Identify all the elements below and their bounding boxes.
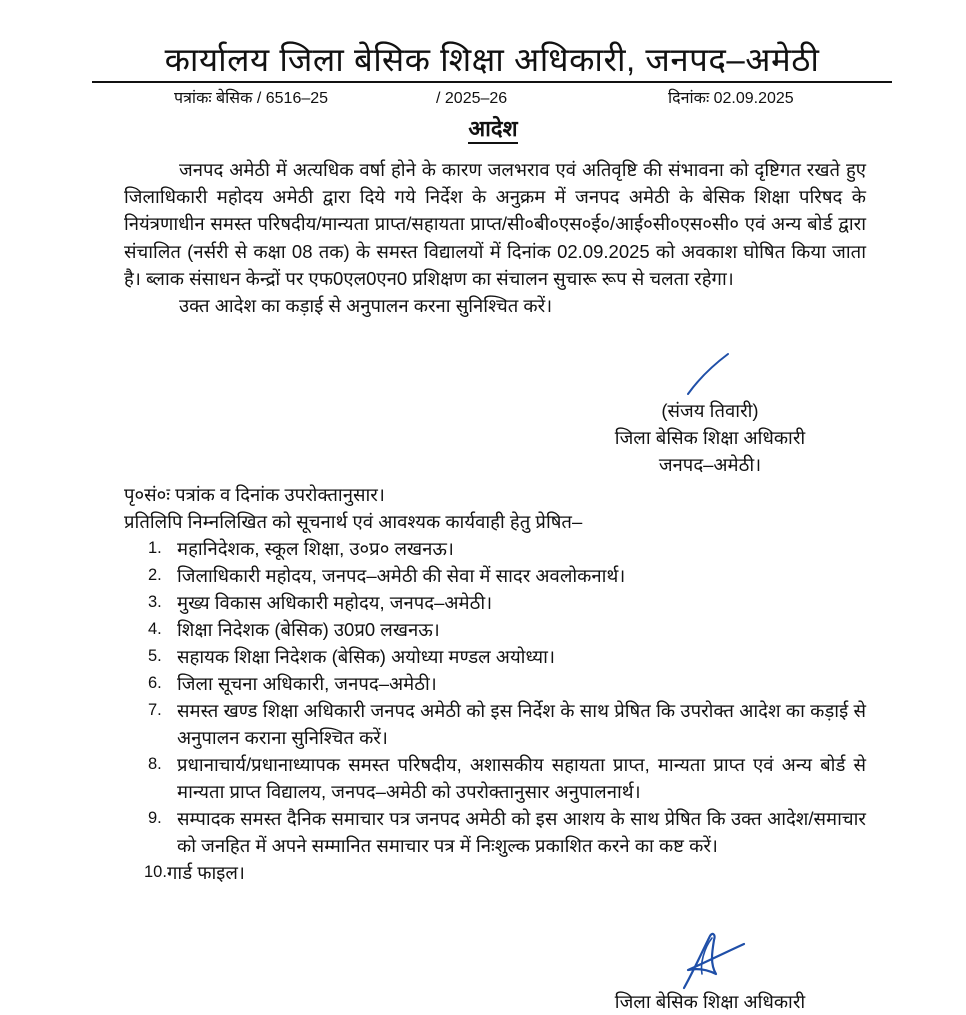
signatory-block xyxy=(580,397,840,478)
recipient-number: 6. xyxy=(148,674,162,692)
recipient-text: समस्त खण्ड शिक्षा अधिकारी जनपद अमेठी को इस निर्देश के साथ प्रेषित कि उपरोक्त आदेश का कड़ाई से अनुपालन कराना सुनिश्चित करें। xyxy=(177,700,866,748)
order-paragraph-2: उक्त आदेश का कड़ाई से अनुपालन करना सुनिश्चित करें। xyxy=(179,295,553,317)
signature-initials-icon xyxy=(672,930,752,992)
header-divider xyxy=(92,81,892,83)
copy-intro: प्रतिलिपि निम्नलिखित को सूचनार्थ एवं आवश्यक कार्यवाही हेतु प्रेषित– xyxy=(124,511,583,532)
recipient-item xyxy=(124,562,866,589)
recipient-text: मुख्य विकास अधिकारी महोदय, जनपद–अमेठी। xyxy=(177,592,493,613)
recipient-number: 1. xyxy=(148,539,162,557)
recipient-text: जिलाधिकारी महोदय, जनपद–अमेठी की सेवा में सादर अवलोकनार्थ। xyxy=(177,565,626,586)
recipient-number: 10. xyxy=(144,863,167,881)
recipient-item xyxy=(124,616,866,643)
recipient-number: 7. xyxy=(148,701,162,719)
recipient-list xyxy=(124,535,866,886)
footer-signatory-designation: जिला बेसिक शिक्षा अधिकारी xyxy=(614,991,806,1012)
session-year: / 2025–26 xyxy=(436,90,508,107)
office-title: कार्यालय जिला बेसिक शिक्षा अधिकारी, जनपद–अमेठी xyxy=(164,41,820,78)
order-heading-text: आदेश xyxy=(468,116,517,144)
recipient-text: सम्पादक समस्त दैनिक समाचार पत्र जनपद अमेठी को इस आशय के साथ प्रेषित कि उक्त आदेश/समाचार को जनहित में अपने सम्मानित समाचार पत्र में निःशुल्क प्रकाशित करने का कष्ट करें। xyxy=(177,808,866,856)
signatory-designation: जिला बेसिक शिक्षा अधिकारी xyxy=(614,427,806,448)
order-heading xyxy=(0,114,966,144)
letter-date: दिनांकः 02.09.2025 xyxy=(668,90,794,107)
signature-stroke-icon xyxy=(680,350,740,400)
recipient-number: 3. xyxy=(148,593,162,611)
signatory-name: (संजय तिवारी) xyxy=(661,400,759,421)
recipient-text: महानिदेशक, स्कूल शिक्षा, उ०प्र० लखनऊ। xyxy=(177,538,454,559)
recipient-item xyxy=(124,697,866,751)
recipient-item xyxy=(124,751,866,805)
recipient-number: 5. xyxy=(148,647,162,665)
recipient-text: सहायक शिक्षा निदेशक (बेसिक) अयोध्या मण्डल अयोध्या। xyxy=(177,646,555,667)
copy-section xyxy=(124,481,866,886)
recipient-text: गार्ड फाइल। xyxy=(167,862,245,883)
recipient-text: शिक्षा निदेशक (बेसिक) उ0प्र0 लखनऊ। xyxy=(177,619,440,640)
recipient-item xyxy=(124,670,866,697)
recipient-item xyxy=(124,643,866,670)
recipient-item xyxy=(124,589,866,616)
recipient-number: 9. xyxy=(148,809,162,827)
recipient-text: प्रधानाचार्य/प्रधानाध्यापक समस्त परिषदीय, अशासकीय सहायता प्राप्त, मान्यता प्राप्त एवं अन्य बोर्ड से मान्यता प्राप्त विद्यालय, जनपद–अमेठी को उपरोक्तानुसार अनुपालनार्थ। xyxy=(177,754,866,802)
signatory-district: जनपद–अमेठी। xyxy=(658,454,762,475)
order-paragraph-1: जनपद अमेठी में अत्यधिक वर्षा होने के कारण जलभराव एवं अतिवृष्टि की संभावना को दृष्टिगत रखते हुए जिलाधिकारी महोदय अमेठी द्वारा दिये गये निर्देश के अनुक्रम में जनपद अमेठी के बेसिक शिक्षा परिषद के नियंत्रणाधीन समस्त परिषदीय/मान्यता प्राप्त/सहायता प्राप्त/सी०बी०एस०ई०/आई०सी०एस०सी० एवं अन्य बोर्ड द्वारा संचालित (नर्सरी से कक्षा 08 तक) के समस्त विद्यालयों में दिनांक 02.09.2025 को अवकाश घोषित किया जाता है। ब्लाक संसाधन केन्द्रों पर एफ0एल0एन0 प्रशिक्षण का संचालन सुचारू रूप से चलता रहेगा। xyxy=(124,159,866,289)
recipient-item xyxy=(124,535,866,562)
recipient-number: 2. xyxy=(148,566,162,584)
recipient-text: जिला सूचना अधिकारी, जनपद–अमेठी। xyxy=(177,673,437,694)
order-body xyxy=(124,156,866,319)
recipient-item xyxy=(124,859,866,886)
endorsement-line: पृ०सं०ः पत्रांक व दिनांक उपरोक्तानुसार। xyxy=(124,484,385,505)
recipient-number: 4. xyxy=(148,620,162,638)
recipient-item xyxy=(124,805,866,859)
recipient-number: 8. xyxy=(148,755,162,773)
letter-number: पत्रांकः बेसिक / 6516–25 xyxy=(174,90,329,107)
